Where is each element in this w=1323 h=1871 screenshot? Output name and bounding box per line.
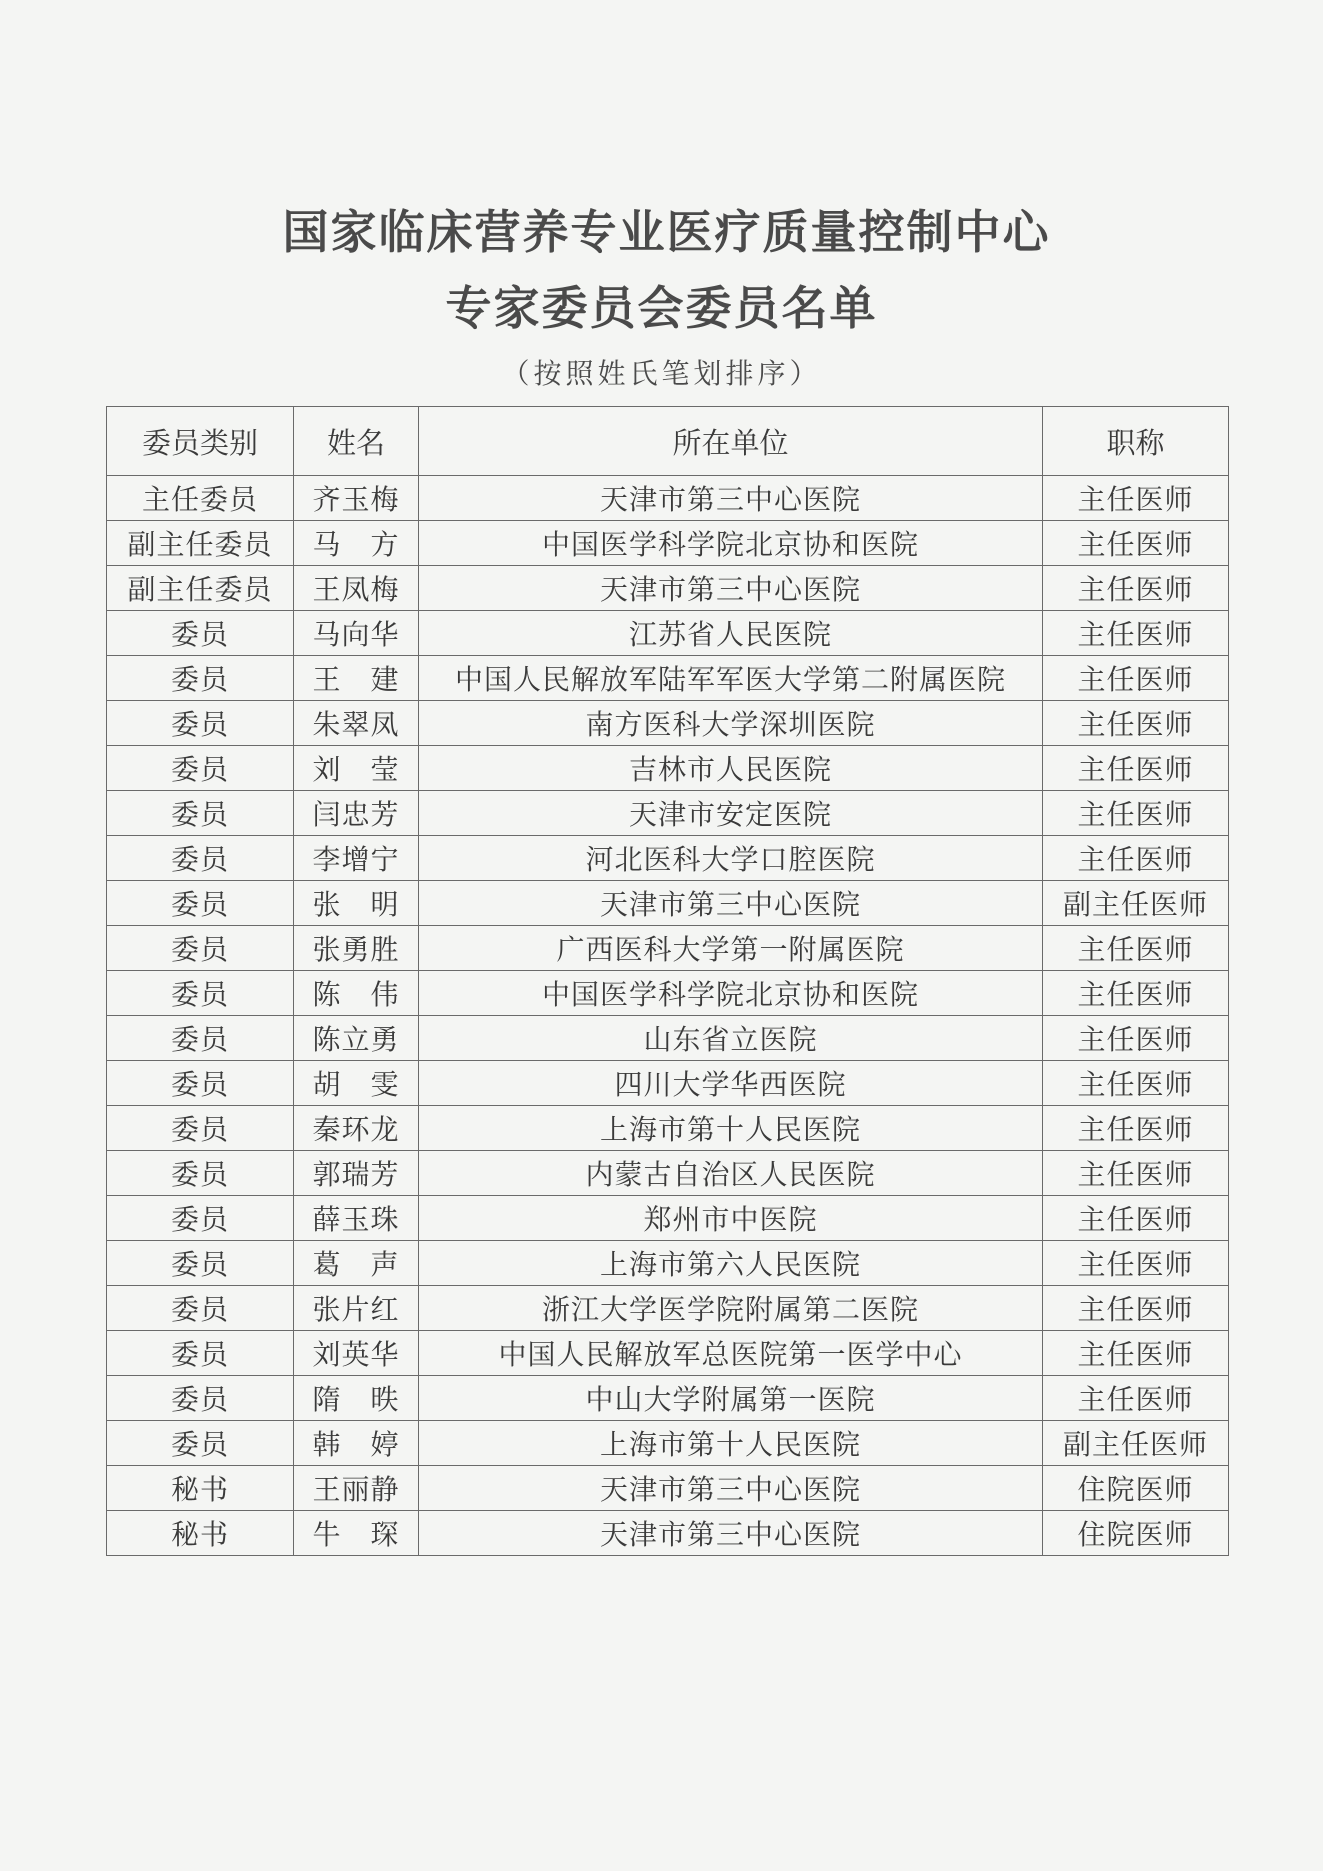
cell-category: 秘书 [107,1511,294,1556]
cell-category: 委员 [107,1331,294,1376]
table-row [107,836,1229,881]
cell-unit: 中山大学附属第一医院 [419,1376,1043,1421]
cell-category: 委员 [107,1241,294,1286]
table-body [107,476,1229,1556]
cell-unit: 郑州市中医院 [419,1196,1043,1241]
cell-title: 主任医师 [1043,1286,1229,1331]
cell-category: 主任委员 [107,476,294,521]
cell-unit: 河北医科大学口腔医院 [419,836,1043,881]
cell-name: 陈立勇 [294,1016,419,1061]
cell-title: 主任医师 [1043,926,1229,971]
cell-unit: 中国人民解放军陆军军医大学第二附属医院 [419,656,1043,701]
cell-category: 副主任委员 [107,566,294,611]
cell-category: 委员 [107,656,294,701]
cell-title: 主任医师 [1043,1196,1229,1241]
table-row [107,971,1229,1016]
cell-title: 主任医师 [1043,1061,1229,1106]
cell-unit: 浙江大学医学院附属第二医院 [419,1286,1043,1331]
cell-title: 主任医师 [1043,1376,1229,1421]
cell-unit: 内蒙古自治区人民医院 [419,1151,1043,1196]
cell-category: 秘书 [107,1466,294,1511]
cell-name: 张勇胜 [294,926,419,971]
cell-name: 刘 莹 [294,746,419,791]
table-row [107,476,1229,521]
header-title: 职称 [1043,407,1229,476]
cell-unit: 南方医科大学深圳医院 [419,701,1043,746]
cell-name: 闫忠芳 [294,791,419,836]
table-row [107,1151,1229,1196]
table-row [107,791,1229,836]
cell-unit: 吉林市人民医院 [419,746,1043,791]
cell-title: 住院医师 [1043,1511,1229,1556]
cell-title: 主任医师 [1043,791,1229,836]
cell-category: 委员 [107,836,294,881]
cell-name: 张 明 [294,881,419,926]
cell-name: 李增宁 [294,836,419,881]
cell-title: 住院医师 [1043,1466,1229,1511]
cell-unit: 上海市第六人民医院 [419,1241,1043,1286]
cell-unit: 天津市第三中心医院 [419,881,1043,926]
cell-title: 主任医师 [1043,1241,1229,1286]
cell-unit: 中国医学科学院北京协和医院 [419,971,1043,1016]
cell-name: 胡 雯 [294,1061,419,1106]
table-row [107,1511,1229,1556]
cell-category: 委员 [107,1106,294,1151]
cell-category: 委员 [107,1286,294,1331]
cell-unit: 广西医科大学第一附属医院 [419,926,1043,971]
table-row [107,1286,1229,1331]
table-row [107,1466,1229,1511]
cell-name: 王丽静 [294,1466,419,1511]
table-row [107,1331,1229,1376]
cell-name: 葛 声 [294,1241,419,1286]
sort-note: （按照姓氏笔划排序） [501,357,822,390]
header-unit: 所在单位 [419,407,1043,476]
cell-name: 隋 昳 [294,1376,419,1421]
cell-unit: 天津市第三中心医院 [419,476,1043,521]
cell-title: 主任医师 [1043,566,1229,611]
cell-name: 牛 琛 [294,1511,419,1556]
cell-category: 委员 [107,926,294,971]
cell-name: 秦环龙 [294,1106,419,1151]
cell-unit: 上海市第十人民医院 [419,1421,1043,1466]
cell-title: 主任医师 [1043,1331,1229,1376]
table-header-row [107,407,1229,476]
table-row [107,1241,1229,1286]
member-table [106,406,1229,1556]
cell-unit: 中国人民解放军总医院第一医学中心 [419,1331,1043,1376]
table-row [107,701,1229,746]
cell-title: 主任医师 [1043,1151,1229,1196]
table-row [107,1421,1229,1466]
cell-category: 委员 [107,971,294,1016]
cell-title: 主任医师 [1043,611,1229,656]
cell-name: 陈 伟 [294,971,419,1016]
cell-title: 主任医师 [1043,746,1229,791]
cell-name: 王 建 [294,656,419,701]
cell-title: 主任医师 [1043,1016,1229,1061]
cell-unit: 中国医学科学院北京协和医院 [419,521,1043,566]
header-category: 委员类别 [107,407,294,476]
cell-category: 委员 [107,1151,294,1196]
cell-unit: 天津市安定医院 [419,791,1043,836]
table-row [107,521,1229,566]
document-subtitle-heading: 专家委员会委员名单 [445,281,878,335]
cell-category: 委员 [107,1061,294,1106]
cell-name: 马 方 [294,521,419,566]
cell-title: 主任医师 [1043,1106,1229,1151]
table-row [107,611,1229,656]
cell-name: 朱翠凤 [294,701,419,746]
table-row [107,1106,1229,1151]
cell-category: 委员 [107,791,294,836]
cell-name: 齐玉梅 [294,476,419,521]
cell-name: 薛玉珠 [294,1196,419,1241]
cell-category: 委员 [107,1421,294,1466]
cell-unit: 山东省立医院 [419,1016,1043,1061]
cell-title: 主任医师 [1043,521,1229,566]
document-title: 国家临床营养专业医疗质量控制中心 [282,205,1051,259]
cell-unit: 天津市第三中心医院 [419,1511,1043,1556]
cell-title: 副主任医师 [1043,1421,1229,1466]
header-name: 姓名 [294,407,419,476]
cell-name: 韩 婷 [294,1421,419,1466]
cell-category: 委员 [107,746,294,791]
table-row [107,881,1229,926]
cell-name: 郭瑞芳 [294,1151,419,1196]
cell-title: 副主任医师 [1043,881,1229,926]
cell-unit: 上海市第十人民医院 [419,1106,1043,1151]
cell-category: 委员 [107,881,294,926]
cell-name: 刘英华 [294,1331,419,1376]
table-row [107,1376,1229,1421]
table-row [107,926,1229,971]
cell-title: 主任医师 [1043,971,1229,1016]
cell-title: 主任医师 [1043,656,1229,701]
table-row [107,1061,1229,1106]
table-row [107,566,1229,611]
cell-title: 主任医师 [1043,476,1229,521]
cell-category: 委员 [107,611,294,656]
cell-title: 主任医师 [1043,836,1229,881]
cell-name: 王凤梅 [294,566,419,611]
cell-name: 马向华 [294,611,419,656]
cell-category: 委员 [107,1376,294,1421]
cell-category: 副主任委员 [107,521,294,566]
table-row [107,746,1229,791]
table-row [107,1196,1229,1241]
cell-unit: 江苏省人民医院 [419,611,1043,656]
cell-unit: 天津市第三中心医院 [419,566,1043,611]
cell-unit: 四川大学华西医院 [419,1061,1043,1106]
cell-unit: 天津市第三中心医院 [419,1466,1043,1511]
cell-category: 委员 [107,1016,294,1061]
cell-title: 主任医师 [1043,701,1229,746]
table-row [107,656,1229,701]
cell-name: 张片红 [294,1286,419,1331]
cell-category: 委员 [107,1196,294,1241]
cell-category: 委员 [107,701,294,746]
table-row [107,1016,1229,1061]
